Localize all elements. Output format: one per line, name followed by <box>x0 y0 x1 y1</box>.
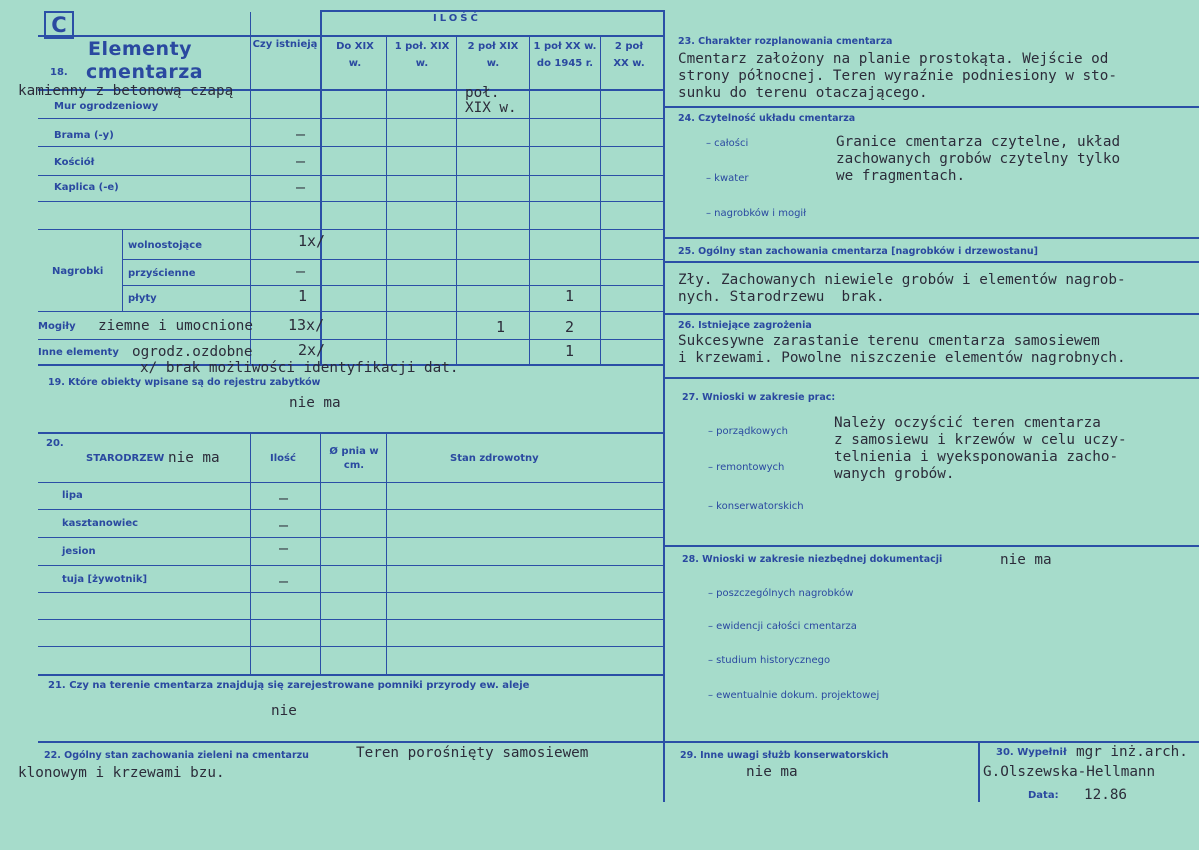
section-21-label: 21. Czy na terenie cmentarza znajdują się zarejestrowane pomniki przyrody ew. aleje <box>48 680 530 691</box>
section-24-line-1: Granice cmentarza czytelne, układ <box>836 134 1121 150</box>
row-inne: Inne elementy <box>38 347 119 358</box>
section-24-line-2: zachowanych grobów czytelny tylko <box>836 151 1121 167</box>
col-2pol-xix: 2 poł XIX w. <box>467 41 519 69</box>
typed-kosciol-exists: – <box>296 152 306 170</box>
section-30-date-label: Data: <box>1028 790 1059 801</box>
section-20-number: 20. <box>46 438 64 449</box>
section-30-label: 30. Wypełnił <box>996 747 1067 758</box>
typed-plyty-exists: 1 <box>298 287 308 305</box>
section-29-label: 29. Inne uwagi służb konserwatorskich <box>680 750 889 761</box>
col-ilosc: Ilość <box>270 453 296 464</box>
section-19-label: 19. Które obiekty wpisane są do rejestru zabytków <box>48 377 321 388</box>
s24-item-kwater: – kwater <box>706 173 749 184</box>
typed-footnote: x/ brak możliwości identyfikacji dat. <box>140 360 459 376</box>
section-28-answer: nie ma <box>1000 552 1052 568</box>
row-kaplica: Kaplica (-e) <box>54 182 119 193</box>
typed-inne-xx1: 1 <box>565 342 575 360</box>
col-2pol-xx: 2 poł XX w. <box>613 41 645 69</box>
col-do-xix: Do XIX w. <box>336 41 374 69</box>
row-mogily: Mogiły <box>38 321 76 332</box>
section-25-line-1: Zły. Zachowanych niewiele grobów i elementów nagrob- <box>678 272 1126 288</box>
tree-lipa-mark: – <box>279 489 289 507</box>
section-25-label: 25. Ogólny stan zachowania cmentarza [nagrobków i drzewostanu] <box>678 246 1038 257</box>
row-nagrobki: Nagrobki <box>52 266 104 277</box>
typed-mur-note: kamienny z betonową czapą <box>18 83 234 99</box>
s24-item-calosci: – całości <box>706 138 749 149</box>
section-23-line-1: Cmentarz założony na planie prostokąta. Wejście od <box>678 51 1109 67</box>
typed-inne-note: ogrodz.ozdobne <box>132 344 253 360</box>
typed-mogily-xix2: 1 <box>496 318 506 336</box>
typed-inne-exists: 2x/ <box>298 341 326 359</box>
row-wolnostojace: wolnostojące <box>128 240 203 251</box>
tree-kasztanowiec: kasztanowiec <box>62 518 139 529</box>
s28-item-nagrobkow: – poszczególnych nagrobków <box>708 588 854 599</box>
section-30-name-2: G.Olszewska-Hellmann <box>983 764 1156 780</box>
section-24-line-3: we fragmentach. <box>836 168 966 184</box>
typed-mogily-exists: 13x/ <box>288 316 325 334</box>
section-25-line-2: nych. Starodrzewu brak. <box>678 289 885 305</box>
starodrzew-label: STARODRZEW <box>86 453 165 464</box>
row-mur: Mur ogrodzeniowy <box>54 101 159 112</box>
section-18-number: 18. <box>50 67 68 78</box>
typed-brama-exists: – <box>296 125 306 143</box>
section-22-line2: klonowym i krzewami bzu. <box>18 765 225 781</box>
section-27-line-4: wanych grobów. <box>834 466 955 482</box>
typed-mogily-note: ziemne i umocnione <box>98 318 253 334</box>
section-27-line-1: Należy oczyścić teren cmentarza <box>834 415 1101 431</box>
col-czy-istnieja: Czy istnieją <box>252 39 318 50</box>
tree-tuja-mark: – <box>279 572 289 590</box>
col-pnia: Ø pnia w cm. <box>329 446 379 471</box>
row-plyty: płyty <box>128 293 157 304</box>
row-przyscienne: przyścienne <box>128 268 196 279</box>
section-23-line-3: sunku do terenu otaczającego. <box>678 85 928 101</box>
tree-jesion-mark: – <box>279 539 289 557</box>
row-kosciol: Kościół <box>54 157 95 168</box>
section-26-label: 26. Istniejące zagrożenia <box>678 320 812 331</box>
section-29-answer: nie ma <box>746 764 798 780</box>
section-26-line-1: Sukcesywne zarastanie terenu cmentarza samosiewem <box>678 333 1100 349</box>
typed-wolno-exists: 1x/ <box>298 232 326 250</box>
section-22-label: 22. Ogólny stan zachowania zieleni na cmentarzu <box>44 750 309 761</box>
tree-kasztanowiec-mark: – <box>279 516 289 534</box>
typed-mur-period: poł. XIX w. <box>465 85 517 116</box>
section-19-answer: nie ma <box>289 395 341 411</box>
section-27-line-2: z samosiewu i krzewów w celu uczy- <box>834 432 1127 448</box>
section-18-title-2: cmentarza <box>86 61 204 83</box>
typed-kaplica-exists: – <box>296 178 306 196</box>
section-27-line-3: telnienia i wyeksponowania zacho- <box>834 449 1119 465</box>
tree-tuja: tuja [żywotnik] <box>62 574 148 585</box>
section-24-label: 24. Czytelność układu cmentarza <box>678 113 856 124</box>
card-letter-box: C <box>44 11 74 39</box>
section-21-answer: nie <box>271 703 297 719</box>
tree-jesion: jesion <box>62 546 96 557</box>
starodrzew-typed: nie ma <box>168 450 220 466</box>
section-30-name-1: mgr inż.arch. <box>1076 744 1188 760</box>
section-23-line-2: strony północnej. Teren wyraźnie podniesiony w sto- <box>678 68 1117 84</box>
section-23-label: 23. Charakter rozplanowania cmentarza <box>678 36 893 47</box>
typed-plyty-xx1: 1 <box>565 287 575 305</box>
ilosc-header: ILOŚĆ <box>433 13 481 24</box>
s28-item-ewidencji: – ewidencji całości cmentarza <box>708 621 857 632</box>
col-stan-zdrowotny: Stan zdrowotny <box>450 453 539 464</box>
section-28-label: 28. Wnioski w zakresie niezbędnej dokumentacji <box>682 554 943 565</box>
s24-item-nagrobkow: – nagrobków i mogił <box>706 208 807 219</box>
col-1pol-xx: 1 poł XX w. do 1945 r. <box>533 41 597 69</box>
s28-item-studium: – studium historycznego <box>708 655 831 666</box>
s28-item-projektowej: – ewentualnie dokum. projektowej <box>708 690 880 701</box>
typed-mogily-xx1: 2 <box>565 318 575 336</box>
s27-item-konserwatorskich: – konserwatorskich <box>708 501 804 512</box>
s27-item-porzadkowych: – porządkowych <box>708 426 788 437</box>
section-22-line1: Teren porośnięty samosiewem <box>356 745 589 761</box>
section-27-label: 27. Wnioski w zakresie prac: <box>682 392 836 403</box>
row-brama: Brama (-y) <box>54 130 114 141</box>
section-30-date: 12.86 <box>1084 787 1128 803</box>
typed-przy-exists: – <box>296 262 306 280</box>
tree-lipa: lipa <box>62 490 83 501</box>
section-18-title-1: Elementy <box>88 38 193 60</box>
s27-item-remontowych: – remontowych <box>708 462 785 473</box>
section-26-line-2: i krzewami. Powolne niszczenie elementów nagrobnych. <box>678 350 1126 366</box>
col-1pol-xix: 1 poł. XIX w. <box>394 41 450 69</box>
